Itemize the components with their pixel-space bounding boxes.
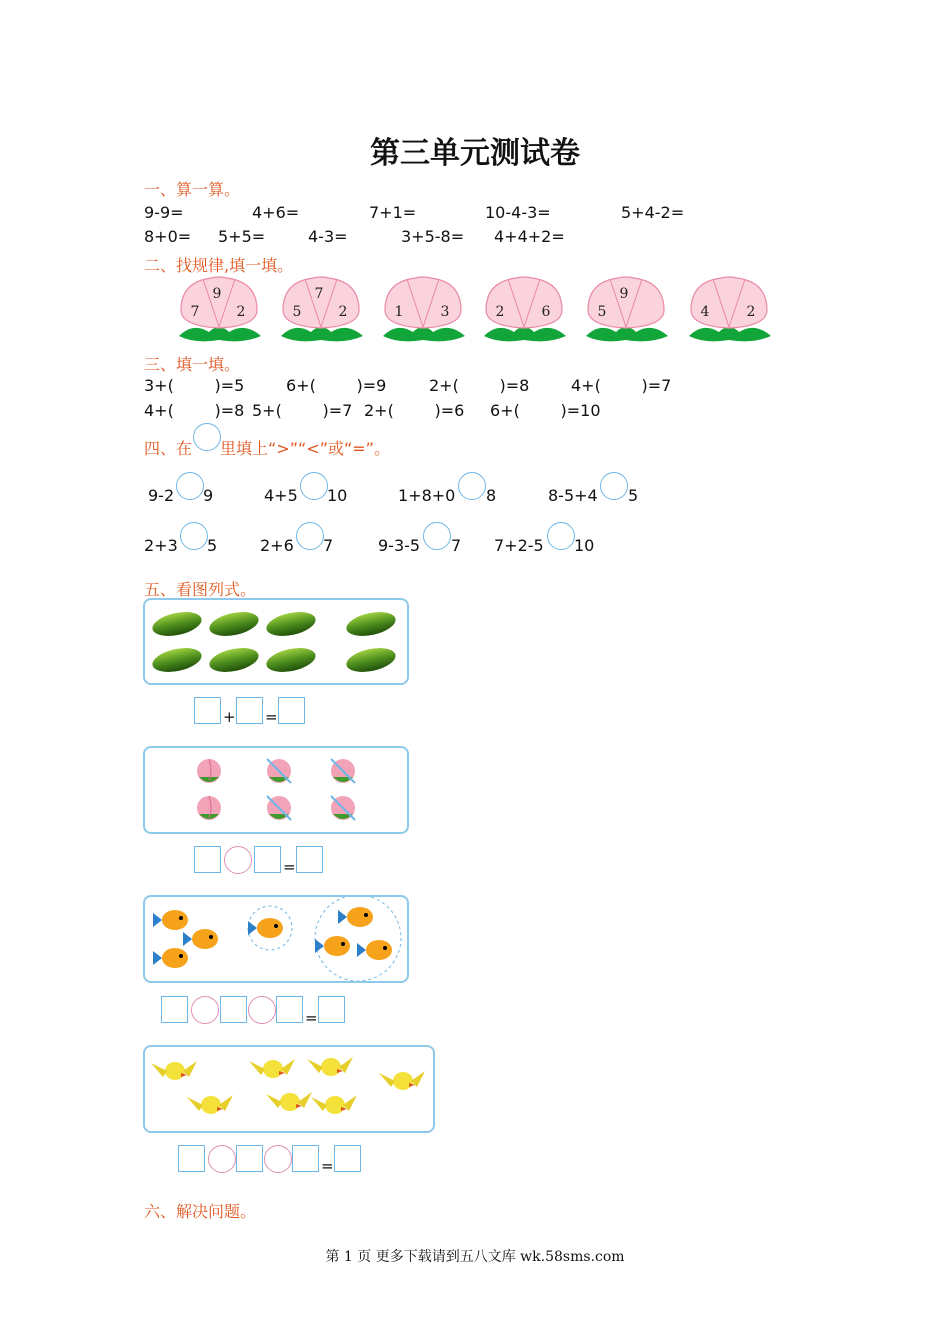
section-4-heading-part-a: 四、在 bbox=[144, 439, 193, 458]
peach-number-card bbox=[377, 272, 469, 344]
answer-square[interactable] bbox=[194, 846, 221, 873]
calc-item: 7+1= bbox=[369, 203, 417, 222]
peach-right-number: 2 bbox=[338, 304, 348, 320]
section-3-heading: 三、填一填。 bbox=[144, 355, 241, 374]
compare-answer-circle[interactable] bbox=[300, 472, 328, 500]
cucumber-illustration bbox=[145, 600, 407, 683]
answer-square[interactable] bbox=[236, 697, 263, 724]
compare-right: 10 bbox=[574, 536, 595, 555]
fill-item: 4+( )=7 bbox=[571, 376, 672, 395]
answer-square[interactable] bbox=[220, 996, 247, 1023]
compare-right: 10 bbox=[327, 486, 348, 505]
calc-item: 4+4+2= bbox=[494, 227, 565, 246]
fish-icon bbox=[153, 907, 392, 968]
compare-left: 4+5 bbox=[264, 486, 298, 505]
compare-left: 9-2 bbox=[148, 486, 175, 505]
peach-right-number: 3 bbox=[440, 304, 450, 320]
compare-left: 2+6 bbox=[260, 536, 294, 555]
equals-sign: = bbox=[283, 858, 296, 876]
section-4-heading-part-b: 里填上“>”“<”或“=”。 bbox=[220, 439, 390, 458]
fill-item: 5+( )=7 bbox=[252, 401, 353, 420]
compare-right: 5 bbox=[207, 536, 218, 555]
peach-top-number: 9 bbox=[619, 286, 629, 302]
answer-square[interactable] bbox=[236, 1145, 263, 1172]
peach-left-number: 4 bbox=[700, 304, 710, 320]
operator-circle[interactable] bbox=[191, 996, 219, 1024]
peach-right-number: 6 bbox=[541, 304, 551, 320]
section-1-heading: 一、算一算。 bbox=[144, 180, 241, 199]
calc-item: 9-9= bbox=[144, 203, 184, 222]
peach-number-card bbox=[478, 272, 570, 344]
compare-left: 8-5+4 bbox=[548, 486, 598, 505]
plus-sign: + bbox=[223, 708, 236, 726]
picture-box-cucumbers bbox=[143, 598, 409, 685]
peach-top-number: 7 bbox=[314, 286, 324, 302]
answer-square[interactable] bbox=[194, 697, 221, 724]
compare-left: 9-3-5 bbox=[378, 536, 421, 555]
answer-square[interactable] bbox=[178, 1145, 205, 1172]
peach-left-number: 1 bbox=[394, 304, 404, 320]
peach-left-number: 5 bbox=[597, 304, 607, 320]
equals-sign: = bbox=[265, 708, 278, 726]
compare-answer-circle[interactable] bbox=[176, 472, 204, 500]
section-4-heading bbox=[144, 436, 390, 459]
operator-circle[interactable] bbox=[224, 846, 252, 874]
fill-item: 6+( )=9 bbox=[286, 376, 387, 395]
compare-right: 5 bbox=[628, 486, 639, 505]
peach-number-card bbox=[275, 272, 367, 344]
section-5-heading: 五、看图列式。 bbox=[144, 580, 257, 599]
answer-square[interactable] bbox=[292, 1145, 319, 1172]
bird-illustration bbox=[145, 1047, 433, 1131]
peach-number-card bbox=[173, 272, 265, 344]
calc-item: 4-3= bbox=[308, 227, 348, 246]
calc-item: 4+6= bbox=[252, 203, 300, 222]
peach-right-number: 2 bbox=[746, 304, 756, 320]
cucumber-icon bbox=[150, 608, 397, 676]
answer-square[interactable] bbox=[254, 846, 281, 873]
answer-square[interactable] bbox=[278, 697, 305, 724]
peach-illustration bbox=[145, 748, 407, 832]
compare-right: 7 bbox=[451, 536, 462, 555]
calc-item: 8+0= bbox=[144, 227, 192, 246]
peach-number-card bbox=[580, 272, 672, 344]
calc-item: 10-4-3= bbox=[485, 203, 551, 222]
peach-right-number: 2 bbox=[236, 304, 246, 320]
compare-right: 7 bbox=[323, 536, 334, 555]
operator-circle[interactable] bbox=[208, 1145, 236, 1173]
page-title: 第三单元测试卷 bbox=[370, 136, 580, 171]
compare-circle-example bbox=[193, 423, 221, 451]
compare-answer-circle[interactable] bbox=[547, 522, 575, 550]
answer-square[interactable] bbox=[276, 996, 303, 1023]
calc-item: 3+5-8= bbox=[401, 227, 465, 246]
compare-answer-circle[interactable] bbox=[296, 522, 324, 550]
answer-square[interactable] bbox=[318, 996, 345, 1023]
page-footer: 第 1 页 更多下载请到五八文库 wk.58sms.com bbox=[325, 1249, 625, 1265]
picture-box-birds bbox=[143, 1045, 435, 1133]
compare-answer-circle[interactable] bbox=[600, 472, 628, 500]
peach-icon bbox=[197, 759, 355, 820]
fill-item: 2+( )=8 bbox=[429, 376, 530, 395]
peach-left-number: 7 bbox=[190, 304, 200, 320]
bird-icon bbox=[151, 1057, 425, 1114]
fill-item: 2+( )=6 bbox=[364, 401, 465, 420]
calc-item: 5+5= bbox=[218, 227, 266, 246]
fill-item: 6+( )=10 bbox=[490, 401, 601, 420]
answer-square[interactable] bbox=[334, 1145, 361, 1172]
fish-illustration bbox=[145, 897, 407, 981]
answer-square[interactable] bbox=[161, 996, 188, 1023]
compare-right: 9 bbox=[203, 486, 214, 505]
compare-left: 1+8+0 bbox=[398, 486, 456, 505]
picture-box-fish bbox=[143, 895, 409, 983]
compare-answer-circle[interactable] bbox=[423, 522, 451, 550]
fill-item: 4+( )=8 bbox=[144, 401, 245, 420]
equals-sign: = bbox=[305, 1009, 318, 1027]
fill-item: 3+( )=5 bbox=[144, 376, 245, 395]
compare-right: 8 bbox=[486, 486, 497, 505]
peach-left-number: 5 bbox=[292, 304, 302, 320]
calc-item: 5+4-2= bbox=[621, 203, 685, 222]
compare-left: 7+2-5 bbox=[494, 536, 544, 555]
answer-square[interactable] bbox=[296, 846, 323, 873]
peach-left-number: 2 bbox=[495, 304, 505, 320]
compare-left: 2+3 bbox=[144, 536, 178, 555]
section-2-heading: 二、找规律,填一填。 bbox=[144, 256, 294, 275]
peach-number-card bbox=[683, 272, 775, 344]
compare-answer-circle[interactable] bbox=[180, 522, 208, 550]
compare-answer-circle[interactable] bbox=[458, 472, 486, 500]
equals-sign: = bbox=[321, 1157, 334, 1175]
picture-box-peaches bbox=[143, 746, 409, 834]
section-6-heading: 六、解决问题。 bbox=[144, 1202, 257, 1221]
operator-circle[interactable] bbox=[264, 1145, 292, 1173]
operator-circle[interactable] bbox=[248, 996, 276, 1024]
peach-top-number: 9 bbox=[212, 286, 222, 302]
